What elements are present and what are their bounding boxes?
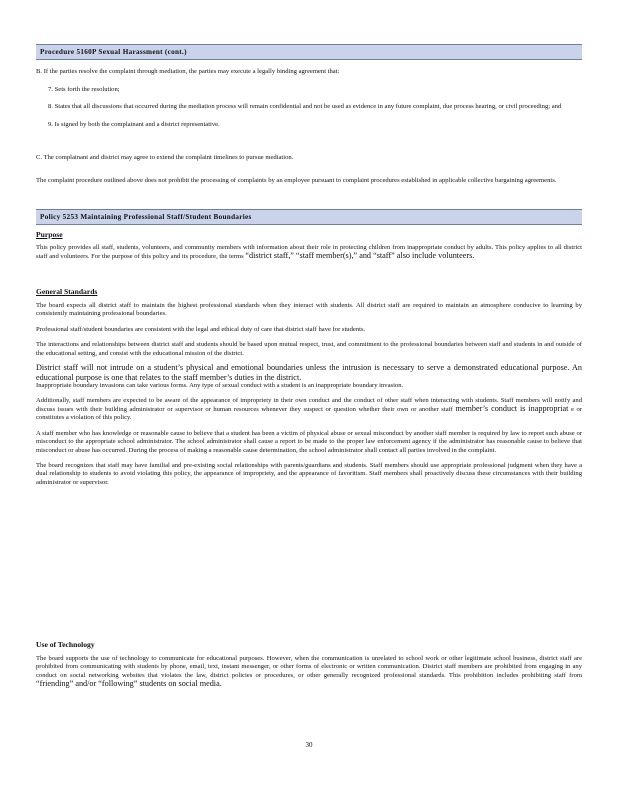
purpose-text: This policy provides all staff, students, volunteers, and community members with information about their role in protecting children from inappropriate conduct by adults. This policy applies to all district staff and volunteers. For the purpose of this policy and its procedure, the terms <box>36 244 582 261</box>
paragraph-emphasis: member’s conduct is inappropriat <box>455 404 569 414</box>
policy-header-bar: Policy 5253 Maintaining Professional Staff/Student Boundaries <box>36 209 582 225</box>
procedure-header-bar: Procedure 5160P Sexual Harassment (cont.) <box>36 44 582 60</box>
list-item: 9. Is signed by both the complainant and a district representative. <box>48 120 220 128</box>
general-standards-section <box>36 287 582 487</box>
paragraph: A staff member who has knowledge or reasonable cause to believe that a student has been a victim of physical abuse or sexual misconduct by another staff member is required by law to report such abuse or misconduct to the appropriate school administrator. The school administrator shall cause a report to be made to the proper law enforcement agency if the administrator has reasonable cause to believe that misconduct or abuse has occurred. During the process of making a reasonable cause determination, the school administrator shall contact all parties involved in the complaint. <box>36 429 582 454</box>
paragraph: Professional staff/student boundaries are consistent with the legal and ethical duty of care that district staff have for students. <box>36 325 366 333</box>
paragraph-complaint-procedure: The complaint procedure outlined above does not prohibit the processing of complaints by an employee pursuant to complaint procedures established in applicable collective bargaining agreements. <box>36 177 557 184</box>
purpose-text-emphasis: “district staff,” “staff member(s),” and “staff” also include volunteers. <box>245 251 475 261</box>
paragraph-emphasis: “friending” and/or “following” students on social media. <box>36 679 222 689</box>
list-item: 8. States that all discussions that occurred during the mediation process will remain confidential and not be used as evidence in any future complaint, due process hearing, or civil proceeding; and <box>48 103 562 111</box>
page-number: 30 <box>305 741 313 749</box>
section-heading: Purpose <box>36 230 63 239</box>
paragraph: The board expects all district staff to maintain the highest professional standards when they interact with students. All district staff are required to maintain an atmosphere conducive to learning by consistently maintaining professional boundaries. <box>36 302 582 318</box>
paragraph-text: The board supports the use of technology to communicate for educational purposes. However, when the communication is unrelated to school work or other legitimate school business, district staff are prohibited from communicating with students by phone, email, text, instant messenger, or other forms of electronic or written communication. District staff members are prohibited from engaging in any conduct on social networking websites that violates the law, district policies or procedures, or other generally recognized professional standards. This prohibition includes prohibiting staff from <box>36 655 582 679</box>
item-b: B. If the parties resolve the complaint through mediation, the parties may execute a legally binding agreement that: <box>36 68 340 75</box>
technology-section <box>36 640 582 690</box>
paragraph: The board recognizes that staff may have familial and pre-existing social relationships with parents/guardians and students. Staff members should use appropriate professional judgment when they have a dual relationship to students to avoid violating this policy, the appearance of impropriety, and the appearance of favoritism. Staff members shall proactively discuss these circumstances with their building administrator or supervisor. <box>36 462 582 486</box>
paragraph-text: Additionally, staff members are expected to be aware of the appearance of impropriety in their own conduct and the conduct of other staff when interacting with students. Staff members will notify and discuss issues with their building administrator or supervisor or human resources whenever they suspect or question whether their own or another staff <box>36 396 582 414</box>
paragraph-text: e or constitutes a violation of this policy. <box>36 406 582 422</box>
section-heading: General Standards <box>36 287 98 296</box>
paragraph: The interactions and relationships between district staff and students should be based upon mutual respect, trust, and commitment to the professional boundaries between staff and students in and outside of the educational setting, and consist with the educational mission of the district. <box>36 341 582 357</box>
paragraph-emphasis: District staff will not intrude on a student’s physical and emotional boundaries unless the intrusion is necessary to serve a demonstrated educational purpose. An educational purpose is one that relates to the staff member’s duties in the district. <box>36 363 582 382</box>
sub-item-list <box>36 86 582 129</box>
paragraph: Inappropriate boundary invasions can take various forms. Any type of sexual conduct with a student is an inappropriate boundary invasion. <box>36 382 404 390</box>
purpose-section <box>36 230 582 262</box>
item-c: C. The complainant and district may agree to extend the complaint timelines to pursue mediation. <box>36 154 294 161</box>
list-item: 7. Sets forth the resolution; <box>48 86 120 93</box>
section-heading: Use of Technology <box>36 640 95 649</box>
